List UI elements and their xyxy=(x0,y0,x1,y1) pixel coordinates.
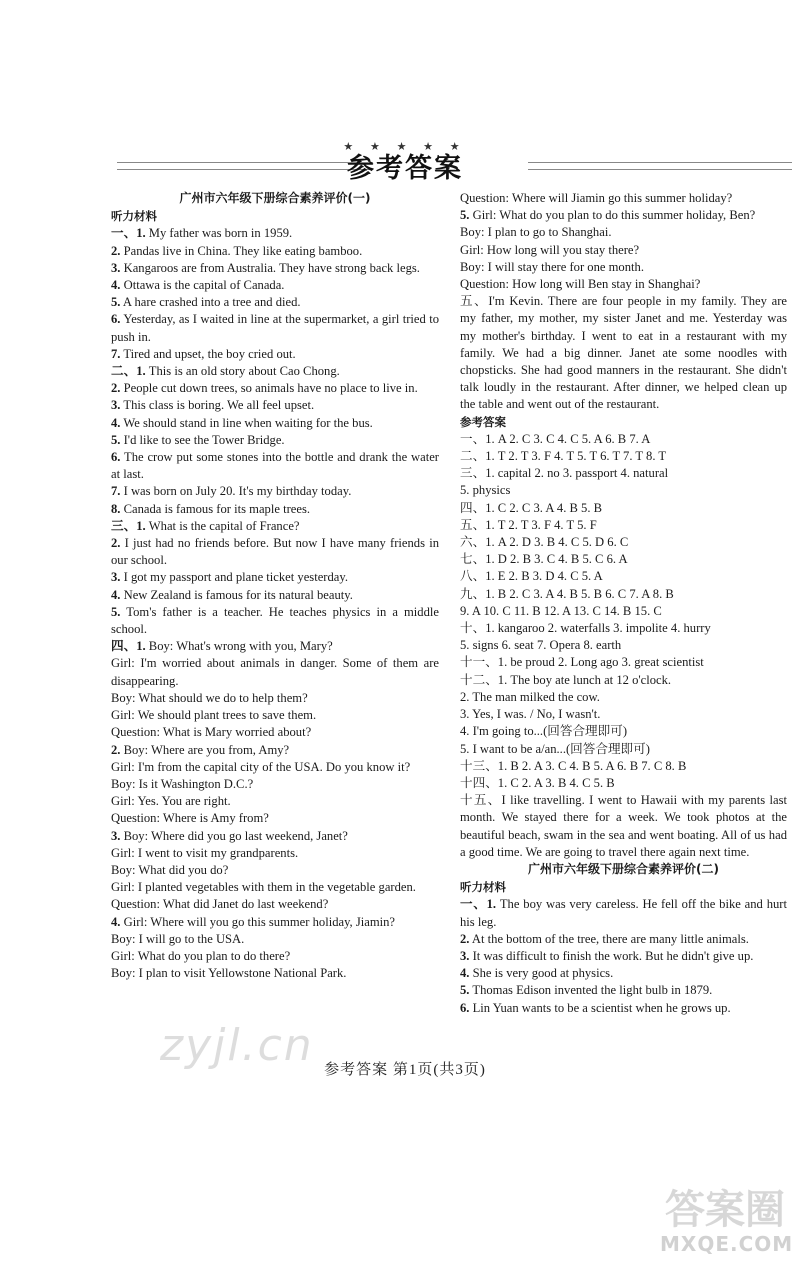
item-text: 十五、I like travelling. I went to Hawaii with my parents last month. We stayed there for a week. We took photos at the beautiful beach, swam in the sea and went boating. All of us had a good time. We are going to travel there again next time. xyxy=(460,793,787,859)
text-line xyxy=(460,448,787,465)
item-text: New Zealand is famous for its natural beauty. xyxy=(120,587,353,602)
page-footer: 参考答案 第1页(共3页) xyxy=(324,1062,486,1078)
text-line xyxy=(460,706,787,723)
text-line xyxy=(460,948,787,965)
item-text: Pandas live in China. They like eating bamboo. xyxy=(120,243,363,258)
item-number: 4. xyxy=(111,914,121,929)
item-text: 七、1. D 2. B 3. C 4. B 5. C 6. A xyxy=(460,552,628,567)
text-line xyxy=(460,276,787,293)
item-text: 广州市六年级下册综合素养评价(二) xyxy=(528,861,719,876)
text-line xyxy=(111,965,439,982)
text-line xyxy=(460,259,787,276)
text-line xyxy=(111,707,439,724)
item-text: 八、1. E 2. B 3. D 4. C 5. A xyxy=(460,569,603,584)
item-text: Girl: We should plant trees to save them. xyxy=(111,708,317,723)
text-line xyxy=(111,363,439,380)
item-number: 5. xyxy=(111,295,121,310)
item-number: 3. xyxy=(111,260,121,275)
item-number: 4. xyxy=(111,587,121,602)
item-text: She is very good at physics. xyxy=(469,966,614,981)
item-text: Boy: I will stay there for one month. xyxy=(460,259,644,274)
text-line xyxy=(111,828,439,845)
text-line xyxy=(111,896,439,913)
text-line xyxy=(111,449,439,483)
item-text: Boy: What should we do to help them? xyxy=(111,690,308,705)
watermark-site: zyjl.cn xyxy=(160,1020,314,1071)
item-text: Boy: I plan to visit Yellowstone National Park. xyxy=(111,966,347,981)
item-text: 5. physics xyxy=(460,483,511,498)
item-text: Question: What did Janet do last weekend? xyxy=(111,897,329,912)
item-text: I'd like to see the Tower Bridge. xyxy=(120,432,285,447)
text-line xyxy=(111,948,439,965)
item-text: 十一、1. be proud 2. Long ago 3. great scientist xyxy=(460,655,704,670)
item-number: 6. xyxy=(111,312,121,327)
text-line xyxy=(460,654,787,671)
item-text: 4. I'm going to...(回答合理即可) xyxy=(460,724,628,739)
item-text: Girl: I'm worried about animals in danger. Some of them are disappearing. xyxy=(111,656,439,688)
text-line xyxy=(111,260,439,277)
item-number: 7. xyxy=(111,484,121,499)
text-line xyxy=(460,224,787,241)
item-text: Girl: Yes. You are right. xyxy=(111,794,231,809)
text-line xyxy=(111,518,439,535)
section-heading xyxy=(111,190,439,207)
item-number: 4. xyxy=(111,415,121,430)
text-line xyxy=(460,551,787,568)
text-line xyxy=(111,845,439,862)
item-text: The boy was very careless. He fell off the bike and hurt his leg. xyxy=(460,897,787,929)
item-text: 5. signs 6. seat 7. Opera 8. earth xyxy=(460,638,622,653)
text-line xyxy=(111,432,439,449)
item-text: 3. Yes, I was. / No, I wasn't. xyxy=(460,707,601,722)
item-number: 2. xyxy=(111,243,121,258)
text-line xyxy=(111,587,439,604)
item-number: 2. xyxy=(111,381,121,396)
item-text: Thomas Edison invented the light bulb in 1879. xyxy=(469,983,713,998)
text-line xyxy=(460,465,787,482)
text-line xyxy=(111,638,439,655)
item-number: 4. xyxy=(111,278,121,293)
title-row xyxy=(0,146,810,186)
text-line xyxy=(460,568,787,585)
left-column xyxy=(111,190,439,982)
item-text: 九、1. B 2. C 3. A 4. B 5. B 6. C 7. A 8. B xyxy=(460,586,674,601)
item-text: 四、1. C 2. C 3. A 4. B 5. B xyxy=(460,500,603,515)
watermark-brand-logo: 答案圈 xyxy=(665,1187,785,1233)
text-line xyxy=(460,603,787,620)
text-line xyxy=(111,569,439,586)
item-number: 7. xyxy=(111,346,121,361)
watermark-brand xyxy=(660,1187,794,1256)
item-text: Boy: I plan to go to Shanghai. xyxy=(460,225,612,240)
item-text: It was difficult to finish the work. But he didn't give up. xyxy=(469,948,754,963)
item-text: Girl: I planted vegetables with them in the vegetable garden. xyxy=(111,880,416,895)
text-line xyxy=(111,742,439,759)
item-number: 5. xyxy=(111,432,121,447)
item-text: I was born on July 20. It's my birthday today. xyxy=(120,484,352,499)
item-text: Tired and upset, the boy cried out. xyxy=(120,346,296,361)
text-line xyxy=(460,500,787,517)
item-text: Yesterday, as I waited in line at the supermarket, a girl tried to push in. xyxy=(111,312,439,344)
item-number: 三、1. xyxy=(111,518,146,533)
title-stars: ★ ★ ★ ★ ★ xyxy=(343,141,467,153)
item-text: 十、1. kangaroo 2. waterfalls 3. impolite 4. hurry xyxy=(460,621,711,636)
item-text: Girl: Where will you go this summer holiday, Jiamin? xyxy=(120,914,396,929)
item-text: Girl: What do you plan to do this summer holiday, Ben? xyxy=(469,208,756,223)
item-text: The crow put some stones into the bottle and drank the water at last. xyxy=(111,450,439,482)
item-text: This is an old story about Cao Chong. xyxy=(145,364,340,379)
text-line xyxy=(111,879,439,896)
text-line xyxy=(111,759,439,776)
text-line xyxy=(111,604,439,638)
text-line xyxy=(111,483,439,500)
item-text: 六、1. A 2. D 3. B 4. C 5. D 6. C xyxy=(460,535,629,550)
page-title: 参考答案 xyxy=(347,153,463,184)
item-text: 参考答案 xyxy=(460,414,506,429)
text-line xyxy=(111,311,439,345)
title-rule-right xyxy=(528,162,792,170)
item-number: 5. xyxy=(460,208,470,223)
text-line xyxy=(111,776,439,793)
subsection-heading xyxy=(460,879,787,896)
text-line xyxy=(111,243,439,260)
text-line xyxy=(111,793,439,810)
item-number: 2. xyxy=(111,742,121,757)
item-text: Question: What is Mary worried about? xyxy=(111,725,312,740)
item-number: 一、1. xyxy=(111,226,146,241)
item-text: 听力材料 xyxy=(111,209,157,224)
item-text: A hare crashed into a tree and died. xyxy=(120,295,301,310)
text-line xyxy=(460,896,787,930)
item-text: 五、1. T 2. T 3. F 4. T 5. F xyxy=(460,517,597,532)
item-text: 2. The man milked the cow. xyxy=(460,689,600,704)
item-text: 十二、1. The boy ate lunch at 12 o'clock. xyxy=(460,672,672,687)
text-line xyxy=(111,294,439,311)
text-line xyxy=(460,482,787,499)
item-text: Ottawa is the capital of Canada. xyxy=(120,278,285,293)
text-line xyxy=(460,242,787,259)
item-text: Lin Yuan wants to be a scientist when he grows up. xyxy=(469,1000,731,1015)
item-number: 2. xyxy=(111,536,121,551)
text-line xyxy=(460,931,787,948)
text-line xyxy=(460,637,787,654)
item-text: We should stand in line when waiting for the bus. xyxy=(120,415,373,430)
text-line xyxy=(111,931,439,948)
item-text: Girl: What do you plan to do there? xyxy=(111,948,291,963)
right-column xyxy=(460,190,787,1017)
item-text: Boy: I will go to the USA. xyxy=(111,931,245,946)
item-text: 三、1. capital 2. no 3. passport 4. natural xyxy=(460,466,669,481)
item-text: I just had no friends before. But now I have many friends in our school. xyxy=(111,536,439,568)
text-line xyxy=(111,914,439,931)
item-text: I got my passport and plane ticket yesterday. xyxy=(120,570,349,585)
text-line xyxy=(460,190,787,207)
item-text: People cut down trees, so animals have no place to live in. xyxy=(120,381,418,396)
item-text: Boy: Where are you from, Amy? xyxy=(120,742,290,757)
text-line xyxy=(111,501,439,518)
item-number: 6. xyxy=(460,1000,470,1015)
item-number: 8. xyxy=(111,501,121,516)
item-text: 五、I'm Kevin. There are four people in my family. They are my father, my mother, my sister Janet and me. Yesterday was my mother's birthday. I went to eat in a restaurant with my family. We had a big dinner. Janet ate some noodles with chopsticks. She had good manners in the restaurant. She didn't talk loudly in the restaurant. After dinner, we helped clean up the table and went out of the restaurant. xyxy=(460,294,787,412)
text-line xyxy=(111,690,439,707)
text-line xyxy=(111,346,439,363)
item-number: 二、1. xyxy=(111,364,146,379)
item-number: 3. xyxy=(111,398,121,413)
item-number: 四、1. xyxy=(111,639,146,654)
subsection-heading xyxy=(111,208,439,225)
text-line xyxy=(111,724,439,741)
item-number: 一、1. xyxy=(460,897,497,912)
text-line xyxy=(460,672,787,689)
text-line xyxy=(460,723,787,740)
item-text: Kangaroos are from Australia. They have strong back legs. xyxy=(120,260,420,275)
item-text: Question: How long will Ben stay in Shanghai? xyxy=(460,277,701,292)
item-text: 十三、1. B 2. A 3. C 4. B 5. A 6. B 7. C 8. B xyxy=(460,758,687,773)
item-text: Question: Where will Jiamin go this summer holiday? xyxy=(460,191,733,205)
text-line xyxy=(460,207,787,224)
item-text: 十四、1. C 2. A 3. B 4. C 5. B xyxy=(460,775,615,790)
text-line xyxy=(460,431,787,448)
item-number: 3. xyxy=(111,828,121,843)
text-line xyxy=(111,397,439,414)
text-line xyxy=(111,380,439,397)
text-line xyxy=(460,982,787,999)
item-text: Girl: How long will you stay there? xyxy=(460,242,640,257)
text-line xyxy=(460,534,787,551)
text-line xyxy=(460,689,787,706)
section-heading xyxy=(460,861,787,878)
item-text: 二、1. T 2. T 3. F 4. T 5. T 6. T 7. T 8. T xyxy=(460,449,667,464)
text-line xyxy=(460,1000,787,1017)
text-line xyxy=(111,655,439,689)
text-line xyxy=(460,741,787,758)
watermark-brand-url: MXQE.COM xyxy=(660,1232,794,1256)
text-line xyxy=(111,277,439,294)
item-number: 3. xyxy=(111,570,121,585)
item-text: Girl: I went to visit my grandparents. xyxy=(111,845,299,860)
item-text: Boy: Where did you go last weekend, Janet? xyxy=(120,828,348,843)
item-text: Boy: What's wrong with you, Mary? xyxy=(145,639,333,654)
item-text: 一、1. A 2. C 3. C 4. C 5. A 6. B 7. A xyxy=(460,431,651,446)
text-line xyxy=(111,810,439,827)
text-line xyxy=(460,517,787,534)
item-number: 5. xyxy=(460,983,470,998)
text-line xyxy=(460,775,787,792)
item-text: 5. I want to be a/an...(回答合理即可) xyxy=(460,741,650,756)
item-number: 2. xyxy=(460,931,470,946)
item-number: 4. xyxy=(460,966,470,981)
text-line xyxy=(460,965,787,982)
item-text: Boy: What did you do? xyxy=(111,862,229,877)
item-text: Question: Where is Amy from? xyxy=(111,811,269,826)
item-text: What is the capital of France? xyxy=(145,518,300,533)
text-line xyxy=(111,862,439,879)
text-line xyxy=(460,293,787,413)
item-text: This class is boring. We all feel upset. xyxy=(120,398,315,413)
text-line xyxy=(111,535,439,569)
text-line xyxy=(460,792,787,861)
text-line xyxy=(111,225,439,242)
text-line xyxy=(460,586,787,603)
item-text: 听力材料 xyxy=(460,880,506,895)
item-number: 5. xyxy=(111,604,121,619)
text-line xyxy=(111,415,439,432)
item-text: My father was born in 1959. xyxy=(145,226,293,241)
text-line xyxy=(460,758,787,775)
item-text: At the bottom of the tree, there are many little animals. xyxy=(469,931,749,946)
item-number: 6. xyxy=(111,450,121,465)
item-text: Girl: I'm from the capital city of the USA. Do you know it? xyxy=(111,759,411,774)
item-text: Canada is famous for its maple trees. xyxy=(120,501,311,516)
item-text: Boy: Is it Washington D.C.? xyxy=(111,776,254,791)
item-text: Tom's father is a teacher. He teaches physics in a middle school. xyxy=(111,604,439,637)
subsection-heading xyxy=(460,414,787,431)
item-text: 9. A 10. C 11. B 12. A 13. C 14. B 15. C xyxy=(460,603,662,618)
item-text: 广州市六年级下册综合素养评价(一) xyxy=(179,191,371,205)
item-number: 3. xyxy=(460,948,470,963)
text-line xyxy=(460,620,787,637)
